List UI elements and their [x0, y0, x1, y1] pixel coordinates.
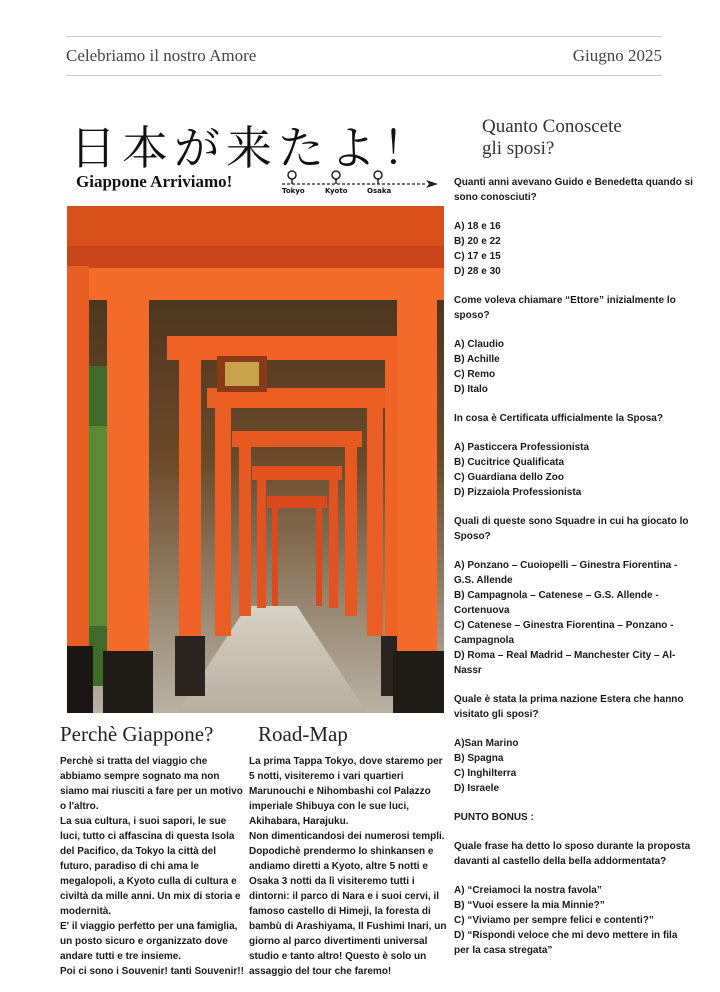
quiz-option: A) 18 e 16	[454, 221, 501, 232]
quiz-option: D) Pizzaiola Professionista	[454, 487, 582, 498]
quiz-question: Quanti anni avevano Guido e Benedetta quando si sono conosciuti?	[454, 177, 693, 203]
paragraph: La sua cultura, i suoi sapori, le sue luci, tutto ci affascina di questa Isola del Pacifico, da Tokyo la città del futuro, paradiso di chi ama le megalopoli, a Kyoto culla di cultura e civiltà da mille anni. Un mix di storia e modernità.	[60, 816, 241, 917]
quiz-option: D) Israele	[454, 783, 500, 794]
quiz-title-line2: gli sposi?	[482, 138, 555, 159]
quiz-option: D) 28 e 30	[454, 266, 501, 277]
paragraph: La prima Tappa Tokyo, dove staremo per 5 notti, visiteremo i vari quartieri Marunouchi e Nihombashi col Palazzo imperiale Shibuya con le sue luci, Akihabara, Harajuku.	[249, 756, 443, 827]
quiz-option: D) “Rispondi veloce che mi devo mettere in fila per la casa stregata”	[454, 930, 678, 956]
quiz-question: Quale è stata la prima nazione Estera che hanno visitato gli sposi?	[454, 694, 684, 720]
quiz-option: A) Claudio	[454, 339, 504, 350]
route-graphic	[280, 168, 440, 198]
roadmap-text	[249, 754, 447, 979]
quiz-option: C) Remo	[454, 369, 496, 380]
quiz-question: Quali di queste sono Squadre in cui ha giocato lo Sposo?	[454, 516, 689, 542]
bonus-label: PUNTO BONUS :	[454, 812, 534, 823]
paragraph: E' il viaggio perfetto per una famiglia, un posto sicuro e organizzato dove andare tutti e tre insieme.	[60, 921, 238, 962]
quiz-options	[454, 219, 694, 279]
quiz-option: C) Guardiana dello Zoo	[454, 472, 565, 483]
quiz-options	[454, 736, 694, 796]
quiz-option: C) Inghilterra	[454, 768, 517, 779]
quiz-option: A) “Creiamoci la nostra favola”	[454, 885, 602, 896]
quiz-option: D) Roma – Real Madrid – Manchester City – Al-Nassr	[454, 650, 676, 676]
quiz-option: A)San Marino	[454, 738, 519, 749]
quiz-option: C) 17 e 15	[454, 251, 501, 262]
quiz-title	[482, 116, 622, 160]
quiz-option: A) Pasticcera Professionista	[454, 442, 590, 453]
roadmap-title: Road-Map	[258, 722, 348, 746]
paragraph: Non dimenticandosi dei numerosi templi. Dopodichè prendermo lo shinkansen e andiamo diretti a Kyoto, altre 5 notti e Osaka 3 notti da lì visiteremo tutti i dintorni: il parco di Nara e i suoi cervi, il famoso castello di Himeji, la foresta di bambù di Arashiyama, Il Fushimi Inari, un giorno al parco divertimenti universal studio e tanto altro! Questo è solo un assaggio del tour che faremo!	[249, 831, 447, 977]
route-stop-tokyo: Tokyo	[282, 187, 305, 195]
quiz-options	[454, 558, 694, 678]
quiz-question: Come voleva chiamare “Ettore” inizialmente lo sposo?	[454, 295, 676, 321]
quiz-option: B) Campagnola – Catenese – G.S. Allende - Cortenuova	[454, 590, 659, 616]
quiz-options	[454, 440, 694, 500]
quiz-title-line1: Quanto Conoscete	[482, 116, 622, 137]
quiz-body	[454, 175, 694, 958]
why-japan-text	[60, 754, 246, 979]
bonus-options	[454, 883, 694, 958]
quiz-option: B) Spagna	[454, 753, 504, 764]
quiz-question: In cosa è Certificata ufficialmente la Sposa?	[454, 413, 663, 424]
bonus-question: Quale frase ha detto lo sposo durante la proposta davanti al castello della bella addormentata?	[454, 841, 691, 867]
japanese-title: 日本が来たよ！	[70, 121, 434, 175]
quiz-option: B) Achille	[454, 354, 500, 365]
quiz-option: B) “Vuoi essere la mia Minnie?”	[454, 900, 605, 911]
quiz-options	[454, 337, 694, 397]
quiz-option: D) Italo	[454, 384, 488, 395]
page-header	[66, 36, 662, 76]
route-stop-osaka: Osaka	[367, 187, 392, 195]
why-japan-title: Perchè Giappone?	[60, 722, 214, 746]
quiz-option: A) Ponzano – Cuoiopelli – Ginestra Fiorentina - G.S. Allende	[454, 560, 678, 586]
quiz-option: C) Catenese – Ginestra Fiorentina – Ponzano - Campagnola	[454, 620, 674, 646]
torii-gates-photo	[67, 206, 444, 713]
hero-subtitle: Giappone Arriviamo!	[76, 172, 233, 191]
quiz-option: B) 20 e 22	[454, 236, 501, 247]
header-title: Celebriamo il nostro Amore	[66, 46, 257, 65]
quiz-option: B) Cucitrice Qualificata	[454, 457, 565, 468]
paragraph: Perchè si tratta del viaggio che abbiamo sempre sognato ma non siamo mai riusciti a fare per un motivo o l'altro.	[60, 756, 243, 812]
paragraph: Poi ci sono i Souvenir! tanti Souvenir!!	[60, 966, 244, 977]
header-date: Giugno 2025	[572, 46, 662, 65]
quiz-option: C) “Viviamo per sempre felici e contenti?”	[454, 915, 654, 926]
route-stop-kyoto: Kyoto	[325, 187, 348, 195]
